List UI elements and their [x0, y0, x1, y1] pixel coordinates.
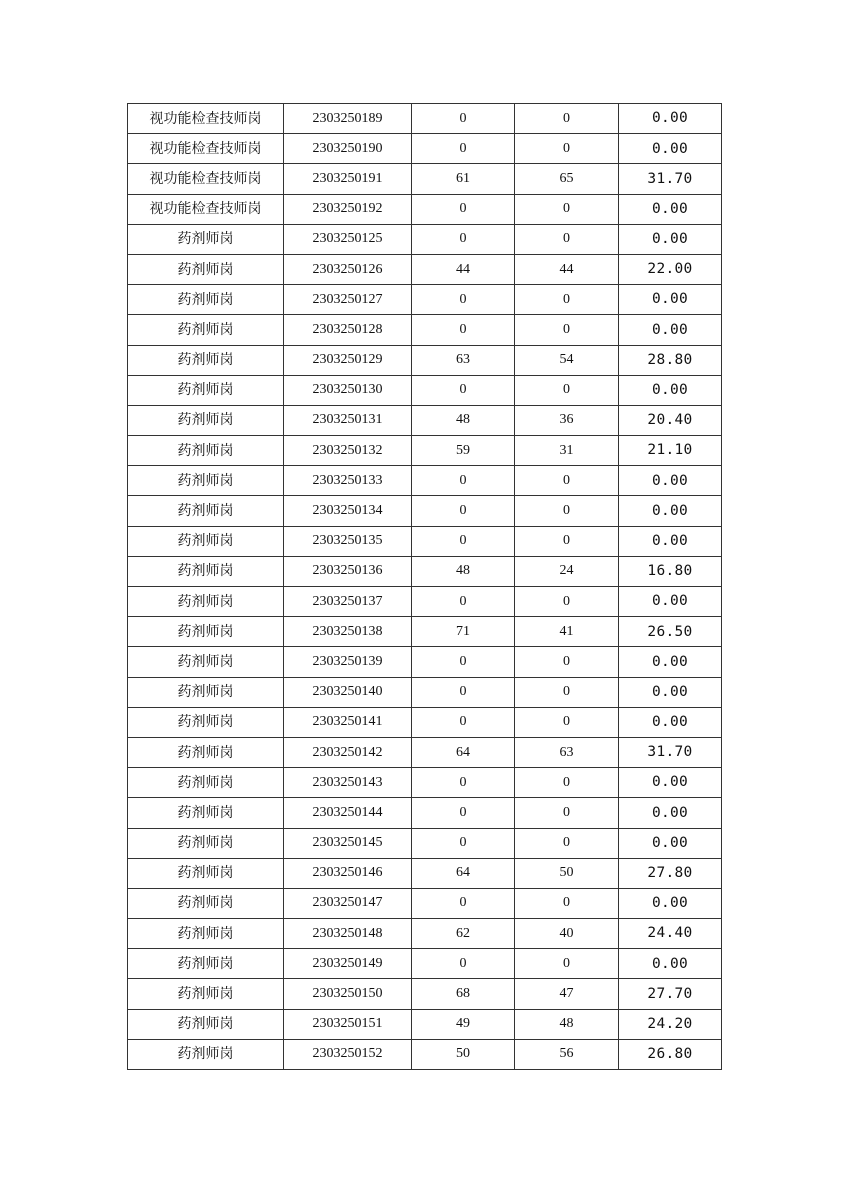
score-two-cell: 0 [515, 677, 619, 707]
score-one-cell: 0 [412, 677, 515, 707]
post-name-cell: 药剂师岗 [128, 345, 284, 375]
table-row [128, 677, 722, 707]
score-two-cell: 54 [515, 345, 619, 375]
total-score-cell: 26.50 [619, 617, 722, 647]
score-one-cell: 0 [412, 647, 515, 677]
candidate-code-cell: 2303250127 [284, 285, 412, 315]
candidate-code-cell: 2303250126 [284, 254, 412, 284]
post-name-cell: 药剂师岗 [128, 285, 284, 315]
total-score-cell: 0.00 [619, 134, 722, 164]
total-score-cell: 0.00 [619, 587, 722, 617]
total-score-cell: 0.00 [619, 677, 722, 707]
table-row [128, 828, 722, 858]
table-row [128, 587, 722, 617]
score-two-cell: 0 [515, 194, 619, 224]
table-row [128, 285, 722, 315]
post-name-cell: 药剂师岗 [128, 496, 284, 526]
total-score-cell: 0.00 [619, 768, 722, 798]
score-table [127, 103, 722, 1070]
table-row [128, 164, 722, 194]
score-two-cell: 0 [515, 526, 619, 556]
post-name-cell: 药剂师岗 [128, 526, 284, 556]
score-one-cell: 61 [412, 164, 515, 194]
score-one-cell: 0 [412, 587, 515, 617]
total-score-cell: 0.00 [619, 285, 722, 315]
table-row [128, 979, 722, 1009]
score-two-cell: 0 [515, 285, 619, 315]
post-name-cell: 药剂师岗 [128, 979, 284, 1009]
post-name-cell: 视功能检查技师岗 [128, 104, 284, 134]
total-score-cell: 22.00 [619, 254, 722, 284]
total-score-cell: 31.70 [619, 737, 722, 767]
score-table-body [128, 104, 722, 1070]
score-two-cell: 48 [515, 1009, 619, 1039]
post-name-cell: 药剂师岗 [128, 647, 284, 677]
total-score-cell: 24.20 [619, 1009, 722, 1039]
score-two-cell: 50 [515, 858, 619, 888]
score-one-cell: 62 [412, 919, 515, 949]
score-two-cell: 47 [515, 979, 619, 1009]
score-one-cell: 64 [412, 737, 515, 767]
score-one-cell: 63 [412, 345, 515, 375]
score-two-cell: 65 [515, 164, 619, 194]
post-name-cell: 药剂师岗 [128, 587, 284, 617]
candidate-code-cell: 2303250128 [284, 315, 412, 345]
table-row [128, 556, 722, 586]
score-one-cell: 0 [412, 466, 515, 496]
score-two-cell: 0 [515, 768, 619, 798]
table-row [128, 436, 722, 466]
post-name-cell: 药剂师岗 [128, 315, 284, 345]
post-name-cell: 药剂师岗 [128, 707, 284, 737]
table-row [128, 134, 722, 164]
candidate-code-cell: 2303250134 [284, 496, 412, 526]
table-row [128, 949, 722, 979]
table-row [128, 466, 722, 496]
table-row [128, 888, 722, 918]
post-name-cell: 药剂师岗 [128, 375, 284, 405]
post-name-cell: 药剂师岗 [128, 677, 284, 707]
table-row [128, 104, 722, 134]
candidate-code-cell: 2303250151 [284, 1009, 412, 1039]
total-score-cell: 28.80 [619, 345, 722, 375]
post-name-cell: 药剂师岗 [128, 617, 284, 647]
score-two-cell: 0 [515, 315, 619, 345]
score-one-cell: 0 [412, 798, 515, 828]
candidate-code-cell: 2303250125 [284, 224, 412, 254]
score-one-cell: 0 [412, 888, 515, 918]
total-score-cell: 0.00 [619, 375, 722, 405]
score-two-cell: 0 [515, 828, 619, 858]
post-name-cell: 药剂师岗 [128, 466, 284, 496]
total-score-cell: 24.40 [619, 919, 722, 949]
score-one-cell: 0 [412, 828, 515, 858]
score-two-cell: 0 [515, 224, 619, 254]
score-two-cell: 0 [515, 134, 619, 164]
score-two-cell: 56 [515, 1039, 619, 1069]
table-row [128, 858, 722, 888]
score-one-cell: 0 [412, 134, 515, 164]
candidate-code-cell: 2303250135 [284, 526, 412, 556]
score-two-cell: 0 [515, 587, 619, 617]
table-row [128, 375, 722, 405]
score-two-cell: 41 [515, 617, 619, 647]
score-two-cell: 0 [515, 104, 619, 134]
score-two-cell: 0 [515, 949, 619, 979]
total-score-cell: 21.10 [619, 436, 722, 466]
score-two-cell: 0 [515, 798, 619, 828]
total-score-cell: 0.00 [619, 104, 722, 134]
candidate-code-cell: 2303250190 [284, 134, 412, 164]
table-row [128, 798, 722, 828]
score-two-cell: 44 [515, 254, 619, 284]
table-row [128, 647, 722, 677]
score-one-cell: 48 [412, 556, 515, 586]
table-row [128, 1039, 722, 1069]
score-two-cell: 63 [515, 737, 619, 767]
post-name-cell: 药剂师岗 [128, 888, 284, 918]
candidate-code-cell: 2303250148 [284, 919, 412, 949]
total-score-cell: 27.80 [619, 858, 722, 888]
post-name-cell: 药剂师岗 [128, 556, 284, 586]
total-score-cell: 16.80 [619, 556, 722, 586]
table-row [128, 224, 722, 254]
total-score-cell: 0.00 [619, 798, 722, 828]
score-one-cell: 0 [412, 315, 515, 345]
total-score-cell: 0.00 [619, 949, 722, 979]
score-two-cell: 0 [515, 496, 619, 526]
score-two-cell: 0 [515, 466, 619, 496]
table-row [128, 405, 722, 435]
total-score-cell: 20.40 [619, 405, 722, 435]
post-name-cell: 药剂师岗 [128, 1039, 284, 1069]
score-two-cell: 0 [515, 647, 619, 677]
table-row [128, 194, 722, 224]
score-one-cell: 0 [412, 285, 515, 315]
score-two-cell: 0 [515, 888, 619, 918]
score-one-cell: 68 [412, 979, 515, 1009]
post-name-cell: 药剂师岗 [128, 436, 284, 466]
candidate-code-cell: 2303250133 [284, 466, 412, 496]
table-row [128, 617, 722, 647]
post-name-cell: 药剂师岗 [128, 858, 284, 888]
total-score-cell: 31.70 [619, 164, 722, 194]
candidate-code-cell: 2303250189 [284, 104, 412, 134]
total-score-cell: 0.00 [619, 647, 722, 677]
candidate-code-cell: 2303250131 [284, 405, 412, 435]
total-score-cell: 0.00 [619, 828, 722, 858]
candidate-code-cell: 2303250144 [284, 798, 412, 828]
table-row [128, 737, 722, 767]
total-score-cell: 0.00 [619, 315, 722, 345]
post-name-cell: 药剂师岗 [128, 919, 284, 949]
score-one-cell: 0 [412, 949, 515, 979]
total-score-cell: 0.00 [619, 194, 722, 224]
post-name-cell: 视功能检查技师岗 [128, 134, 284, 164]
score-one-cell: 0 [412, 496, 515, 526]
candidate-code-cell: 2303250140 [284, 677, 412, 707]
score-one-cell: 48 [412, 405, 515, 435]
score-one-cell: 64 [412, 858, 515, 888]
total-score-cell: 27.70 [619, 979, 722, 1009]
total-score-cell: 0.00 [619, 224, 722, 254]
post-name-cell: 药剂师岗 [128, 828, 284, 858]
score-two-cell: 36 [515, 405, 619, 435]
score-two-cell: 0 [515, 375, 619, 405]
score-two-cell: 31 [515, 436, 619, 466]
candidate-code-cell: 2303250150 [284, 979, 412, 1009]
total-score-cell: 0.00 [619, 707, 722, 737]
score-two-cell: 0 [515, 707, 619, 737]
candidate-code-cell: 2303250129 [284, 345, 412, 375]
candidate-code-cell: 2303250149 [284, 949, 412, 979]
candidate-code-cell: 2303250152 [284, 1039, 412, 1069]
table-row [128, 707, 722, 737]
candidate-code-cell: 2303250138 [284, 617, 412, 647]
table-row [128, 345, 722, 375]
candidate-code-cell: 2303250192 [284, 194, 412, 224]
table-row [128, 768, 722, 798]
candidate-code-cell: 2303250136 [284, 556, 412, 586]
post-name-cell: 药剂师岗 [128, 405, 284, 435]
candidate-code-cell: 2303250141 [284, 707, 412, 737]
score-one-cell: 50 [412, 1039, 515, 1069]
score-one-cell: 0 [412, 194, 515, 224]
candidate-code-cell: 2303250142 [284, 737, 412, 767]
score-one-cell: 44 [412, 254, 515, 284]
post-name-cell: 药剂师岗 [128, 949, 284, 979]
post-name-cell: 药剂师岗 [128, 224, 284, 254]
post-name-cell: 药剂师岗 [128, 737, 284, 767]
score-two-cell: 40 [515, 919, 619, 949]
table-row [128, 254, 722, 284]
post-name-cell: 药剂师岗 [128, 254, 284, 284]
score-two-cell: 24 [515, 556, 619, 586]
score-one-cell: 0 [412, 224, 515, 254]
total-score-cell: 0.00 [619, 526, 722, 556]
candidate-code-cell: 2303250139 [284, 647, 412, 677]
candidate-code-cell: 2303250147 [284, 888, 412, 918]
score-one-cell: 71 [412, 617, 515, 647]
score-one-cell: 59 [412, 436, 515, 466]
post-name-cell: 视功能检查技师岗 [128, 164, 284, 194]
total-score-cell: 26.80 [619, 1039, 722, 1069]
post-name-cell: 药剂师岗 [128, 798, 284, 828]
score-one-cell: 0 [412, 707, 515, 737]
candidate-code-cell: 2303250191 [284, 164, 412, 194]
total-score-cell: 0.00 [619, 888, 722, 918]
candidate-code-cell: 2303250130 [284, 375, 412, 405]
score-one-cell: 0 [412, 526, 515, 556]
post-name-cell: 药剂师岗 [128, 768, 284, 798]
table-row [128, 526, 722, 556]
score-one-cell: 0 [412, 375, 515, 405]
score-one-cell: 0 [412, 768, 515, 798]
total-score-cell: 0.00 [619, 496, 722, 526]
score-one-cell: 49 [412, 1009, 515, 1039]
table-row [128, 315, 722, 345]
candidate-code-cell: 2303250146 [284, 858, 412, 888]
candidate-code-cell: 2303250145 [284, 828, 412, 858]
score-one-cell: 0 [412, 104, 515, 134]
table-row [128, 496, 722, 526]
post-name-cell: 视功能检查技师岗 [128, 194, 284, 224]
post-name-cell: 药剂师岗 [128, 1009, 284, 1039]
total-score-cell: 0.00 [619, 466, 722, 496]
table-row [128, 1009, 722, 1039]
candidate-code-cell: 2303250132 [284, 436, 412, 466]
table-row [128, 919, 722, 949]
candidate-code-cell: 2303250143 [284, 768, 412, 798]
candidate-code-cell: 2303250137 [284, 587, 412, 617]
